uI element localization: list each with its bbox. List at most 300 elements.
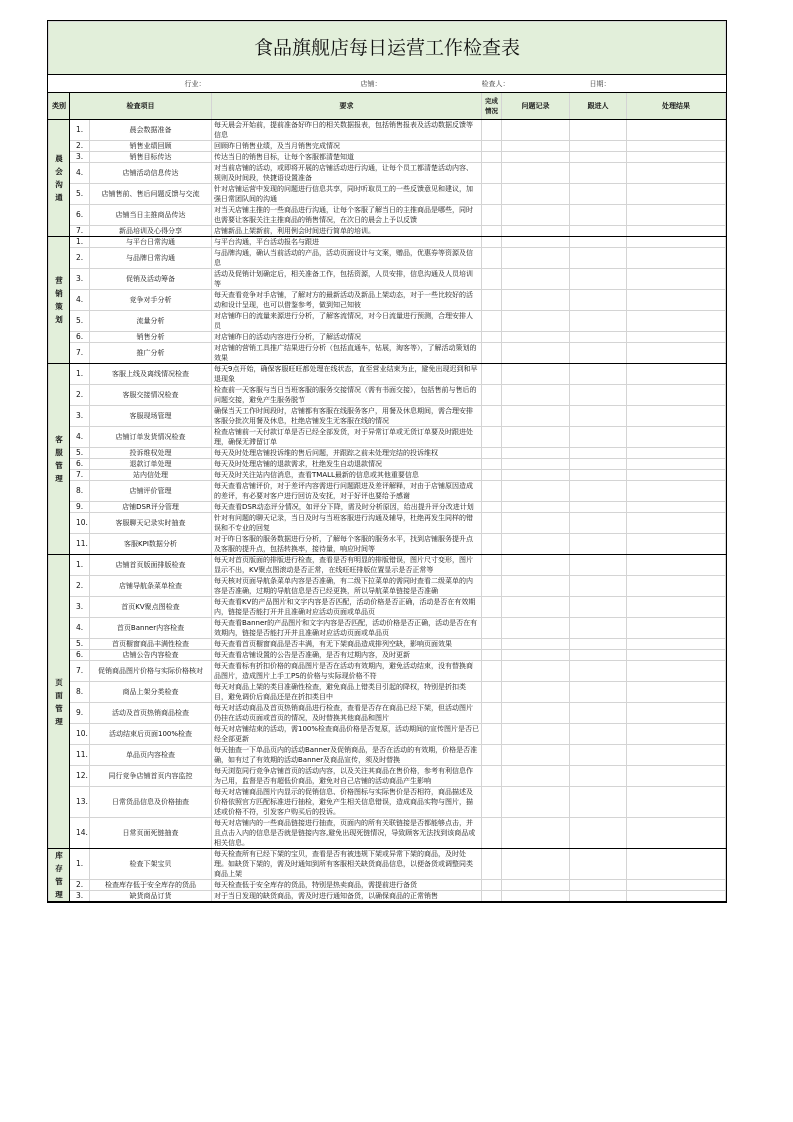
item-name: 活动结束后页面100%检查 [90,724,212,745]
header-result: 处理结果 [627,93,726,120]
result-cell[interactable] [627,534,726,555]
done-cell[interactable] [482,448,502,459]
issues-cell[interactable] [502,502,570,513]
follower-cell[interactable] [570,470,627,481]
follower-cell[interactable] [570,682,627,703]
follower-cell[interactable] [570,576,627,597]
done-cell[interactable] [482,891,502,902]
item-name: 流量分析 [90,311,212,332]
item-number: 4. [70,163,90,184]
item-number: 11. [70,745,90,766]
issues-cell[interactable] [502,343,570,364]
follower-cell[interactable] [570,237,627,248]
inspector-label[interactable]: 检查人： [482,75,570,93]
table-row [49,226,726,237]
issues-cell[interactable] [502,787,570,818]
category-label: 营销策划 [55,276,63,324]
result-cell[interactable] [627,818,726,849]
result-cell[interactable] [627,766,726,787]
item-name: 店铺售前、售后问题反馈与交流 [90,184,212,205]
issues-cell[interactable] [502,184,570,205]
issues-cell[interactable] [502,290,570,311]
follower-cell[interactable] [570,459,627,470]
result-cell[interactable] [627,470,726,481]
item-requirement: 每天抽查一下单品页内的活动Banner及促销商品，是否在活动的有效期，价格是否准确，如有过了有效期的活动Banner及商品宣传，须及时替换 [212,745,482,766]
result-cell[interactable] [627,880,726,891]
item-number: 9. [70,703,90,724]
item-name: 销售分析 [90,332,212,343]
done-cell[interactable] [482,290,502,311]
table-row [49,597,726,618]
issues-cell[interactable] [502,459,570,470]
follower-cell[interactable] [570,745,627,766]
table-row [49,205,726,226]
item-requirement: 每天查看首页橱窗商品是否丰满，有无下架商品造成排列空缺，影响页面效果 [212,639,482,650]
done-cell[interactable] [482,703,502,724]
issues-cell[interactable] [502,555,570,576]
item-number: 3. [70,269,90,290]
header-done: 完成情况 [482,93,502,120]
item-name: 缺货商品订货 [90,891,212,902]
done-cell[interactable] [482,184,502,205]
item-name: 与平台日常沟通 [90,237,212,248]
done-cell[interactable] [482,639,502,650]
table-row [49,290,726,311]
item-number: 8. [70,481,90,502]
done-cell[interactable] [482,226,502,237]
done-cell[interactable] [482,880,502,891]
follower-cell[interactable] [570,766,627,787]
follower-cell[interactable] [570,311,627,332]
table-row [49,849,726,880]
item-requirement: 每天及时关注站内信消息，查看TMALL最新的信息或其他重要信息 [212,470,482,481]
item-number: 6. [70,205,90,226]
done-cell[interactable] [482,120,502,141]
done-cell[interactable] [482,385,502,406]
done-cell[interactable] [482,141,502,152]
item-requirement: 每天及时处理店铺的退款需求，杜绝发生自动退款情况 [212,459,482,470]
result-cell[interactable] [627,576,726,597]
item-number: 14. [70,818,90,849]
result-cell[interactable] [627,184,726,205]
done-cell[interactable] [482,364,502,385]
result-cell[interactable] [627,269,726,290]
item-name: 单品页内容检查 [90,745,212,766]
follower-cell[interactable] [570,650,627,661]
follower-cell[interactable] [570,661,627,682]
item-requirement: 活动及促销计划确定后，相关准备工作，包括资源，人员安排，信息沟通及人员培训等 [212,269,482,290]
item-number: 1. [70,849,90,880]
done-cell[interactable] [482,427,502,448]
table-row [49,766,726,787]
table-row [49,427,726,448]
table-row [49,152,726,163]
result-cell[interactable] [627,502,726,513]
done-cell[interactable] [482,513,502,534]
follower-cell[interactable] [570,703,627,724]
follower-cell[interactable] [570,226,627,237]
item-requirement: 店铺新品上架新前，利用例会时间进行简单的培训。 [212,226,482,237]
result-cell[interactable] [627,152,726,163]
issues-cell[interactable] [502,163,570,184]
item-name: 活动及首页热销商品检查 [90,703,212,724]
done-cell[interactable] [482,248,502,269]
result-cell[interactable] [627,364,726,385]
industry-label[interactable]: 行业： [49,75,212,93]
follower-cell[interactable] [570,406,627,427]
issues-cell[interactable] [502,766,570,787]
done-cell[interactable] [482,470,502,481]
result-cell[interactable] [627,639,726,650]
item-requirement: 每天查看Banner的产品图片和文字内容是否匹配，活动价格是否正确，活动是否在有效期内，链接是否能打开并且准确对应活动页面或单品页 [212,618,482,639]
item-requirement: 对于昨日客服的服务数据进行分析，了解每个客服的服务水平，找到店铺服务提升点及客服的提升点，包括转换率，接待量，响应时间等 [212,534,482,555]
result-cell[interactable] [627,427,726,448]
follower-cell[interactable] [570,448,627,459]
table-row [49,406,726,427]
issues-cell[interactable] [502,724,570,745]
done-cell[interactable] [482,849,502,880]
follower-cell[interactable] [570,555,627,576]
item-name: 同行竞争店铺首页内容监控 [90,766,212,787]
item-requirement: 每天核对页面导航条菜单内容是否准确，有二级下拉菜单的需同时查看二级菜单的内容是否准确，过期的导航信息是否已经更换，所以导航菜单链接是否准确 [212,576,482,597]
follower-cell[interactable] [570,724,627,745]
done-cell[interactable] [482,682,502,703]
item-requirement: 每天对店铺结束的活动，需100%检查商品价格是否复原，活动期间的宣传图片是否已经全部更新 [212,724,482,745]
item-requirement: 每天浏览同行竞争店铺首页的活动内容，以及关注其商品在售价格，参考有利信息作为己用，监督是否有超低价商品，避免对自己店铺的活动商品产生影响 [212,766,482,787]
item-name: 检查库存低于安全库存的货品 [90,880,212,891]
result-cell[interactable] [627,459,726,470]
item-number: 10. [70,513,90,534]
result-cell[interactable] [627,481,726,502]
item-requirement: 每天对首页版面的排版进行检查，查看是否有明显的排版错误，图片尺寸变形，图片显示不出，KV聚点图滚动是否正常，在线旺旺排版位置显示是否正常等 [212,555,482,576]
issues-cell[interactable] [502,152,570,163]
item-name: 投诉维权处理 [90,448,212,459]
result-cell[interactable] [627,120,726,141]
table-row [49,618,726,639]
issues-cell[interactable] [502,650,570,661]
follower-cell[interactable] [570,163,627,184]
follower-cell[interactable] [570,205,627,226]
item-name: 客服上线及离线情况检查 [90,364,212,385]
issues-cell[interactable] [502,597,570,618]
issues-cell[interactable] [502,248,570,269]
issues-cell[interactable] [502,849,570,880]
follower-cell[interactable] [570,849,627,880]
issues-cell[interactable] [502,226,570,237]
done-cell[interactable] [482,787,502,818]
issues-cell[interactable] [502,311,570,332]
issues-cell[interactable] [502,745,570,766]
follower-cell[interactable] [570,152,627,163]
item-number: 1. [70,555,90,576]
item-name: 店铺当日主推商品传达 [90,205,212,226]
category-cell [49,849,70,902]
item-name: 首页橱窗商品丰满性检查 [90,639,212,650]
item-requirement: 对当前店铺的活动，或即将开展的店铺活动进行沟通，让每个员工都清楚活动内容、规则及时间段，快捷语设置准备 [212,163,482,184]
item-name: 日常货品信息及价格抽查 [90,787,212,818]
issues-cell[interactable] [502,880,570,891]
issues-cell[interactable] [502,120,570,141]
issues-cell[interactable] [502,481,570,502]
result-cell[interactable] [627,597,726,618]
item-requirement: 对于当日发现的缺货商品，需及时进行通知备货，以确保商品的正常销售 [212,891,482,902]
follower-cell[interactable] [570,332,627,343]
item-number: 8. [70,682,90,703]
issues-cell[interactable] [502,406,570,427]
item-number: 2. [70,141,90,152]
item-name: 与品牌日常沟通 [90,248,212,269]
issues-cell[interactable] [502,470,570,481]
done-cell[interactable] [482,818,502,849]
done-cell[interactable] [482,481,502,502]
table-row [49,703,726,724]
issues-cell[interactable] [502,534,570,555]
done-cell[interactable] [482,406,502,427]
result-cell[interactable] [627,311,726,332]
result-cell[interactable] [627,448,726,459]
table-row [49,184,726,205]
item-requirement: 每天及时处理店铺投诉维的售后问题，并跟踪之前未处理完结的投诉维权 [212,448,482,459]
result-cell[interactable] [627,650,726,661]
item-number: 4. [70,618,90,639]
item-number: 4. [70,427,90,448]
result-cell[interactable] [627,332,726,343]
table-row [49,481,726,502]
item-requirement: 每天对店铺商品图片内显示的促销信息、价格图标与实际售价是否相符，商品描述及价格依照官方匹配标准进行抽检，避免产生相关信息错误，造成商品实物与图片，描述或价格不符，引发客户购买后的投诉。 [212,787,482,818]
issues-cell[interactable] [502,332,570,343]
item-requirement: 每天查看KV的产品图片和文字内容是否匹配，活动价格是否正确，活动是否在有效期内，链接是否能打开并且准确对应活动页面或单品页 [212,597,482,618]
follower-cell[interactable] [570,248,627,269]
follower-cell[interactable] [570,891,627,902]
table-row [49,120,726,141]
done-cell[interactable] [482,311,502,332]
item-requirement: 每天查看DSR动态评分情况，如评分下降，需及时分析原因，给出提升评分改进计划 [212,502,482,513]
item-requirement: 针对有问题的聊天记录，当日及时与当班客服进行沟通及辅导，杜绝再发生同样的错误和不专业的回复 [212,513,482,534]
issues-cell[interactable] [502,682,570,703]
done-cell[interactable] [482,745,502,766]
item-number: 6. [70,459,90,470]
result-cell[interactable] [627,248,726,269]
follower-cell[interactable] [570,385,627,406]
follower-cell[interactable] [570,534,627,555]
done-cell[interactable] [482,650,502,661]
header-issues: 问题记录 [502,93,570,120]
done-cell[interactable] [482,502,502,513]
issues-cell[interactable] [502,618,570,639]
result-cell[interactable] [627,787,726,818]
item-requirement: 与平台沟通，平台活动报名与跟进 [212,237,482,248]
result-cell[interactable] [627,163,726,184]
category-cell [49,555,70,849]
follower-cell[interactable] [570,880,627,891]
item-number: 5. [70,311,90,332]
issues-cell[interactable] [502,891,570,902]
table-row [49,364,726,385]
item-name: 客服KPI数据分析 [90,534,212,555]
issues-cell[interactable] [502,205,570,226]
result-cell[interactable] [627,661,726,682]
result-cell[interactable] [627,703,726,724]
follower-cell[interactable] [570,120,627,141]
issues-cell[interactable] [502,448,570,459]
date-label[interactable]: 日期： [570,75,726,93]
done-cell[interactable] [482,724,502,745]
done-cell[interactable] [482,661,502,682]
result-cell[interactable] [627,724,726,745]
item-number: 5. [70,184,90,205]
issues-cell[interactable] [502,703,570,724]
item-requirement: 每天查看店铺评价，对于差评内容需进行问题跟进及差评解释，对由于店铺原因造成的差评，有必要对客户进行回访及安抚，对于好评也要给予感谢 [212,481,482,502]
table-row [49,513,726,534]
issues-cell[interactable] [502,576,570,597]
done-cell[interactable] [482,332,502,343]
follower-cell[interactable] [570,290,627,311]
issues-cell[interactable] [502,513,570,534]
header-item: 检查项目 [70,93,212,120]
done-cell[interactable] [482,152,502,163]
done-cell[interactable] [482,343,502,364]
issues-cell[interactable] [502,818,570,849]
page-title: 食品旗舰店每日运营工作检查表 [49,22,726,75]
item-number: 2. [70,576,90,597]
result-cell[interactable] [627,891,726,902]
issues-cell[interactable] [502,427,570,448]
done-cell[interactable] [482,269,502,290]
follower-cell[interactable] [570,343,627,364]
category-label: 晨会沟通 [55,154,63,202]
item-number: 10. [70,724,90,745]
done-cell[interactable] [482,576,502,597]
table-row [49,459,726,470]
item-number: 11. [70,534,90,555]
table-row [49,745,726,766]
item-name: 客服现场管理 [90,406,212,427]
issues-cell[interactable] [502,141,570,152]
result-cell[interactable] [627,141,726,152]
item-name: 晨会数据准备 [90,120,212,141]
follower-cell[interactable] [570,618,627,639]
result-cell[interactable] [627,406,726,427]
follower-cell[interactable] [570,818,627,849]
item-number: 9. [70,502,90,513]
item-name: 客服聊天记录实时抽查 [90,513,212,534]
result-cell[interactable] [627,682,726,703]
result-cell[interactable] [627,205,726,226]
item-name: 竞争对手分析 [90,290,212,311]
item-requirement: 每天对商品上架的类目准确性检查，避免商品上错类目引起的降权，特别是折扣类目，避免调价后商品还是在折扣类目中 [212,682,482,703]
follower-cell[interactable] [570,513,627,534]
issues-cell[interactable] [502,269,570,290]
store-label[interactable]: 店铺： [212,75,482,93]
item-requirement: 检查店铺前一天付款订单是否已经全部发货，对于异常订单或无货订单要及时跟进处理，确保无滞留订单 [212,427,482,448]
category-label: 客服管理 [55,435,63,483]
done-cell[interactable] [482,205,502,226]
table-row [49,891,726,902]
issues-cell[interactable] [502,661,570,682]
item-name: 检查下架宝贝 [90,849,212,880]
item-number: 4. [70,290,90,311]
follower-cell[interactable] [570,597,627,618]
done-cell[interactable] [482,597,502,618]
result-cell[interactable] [627,385,726,406]
table-header [49,93,726,120]
follower-cell[interactable] [570,427,627,448]
item-number: 7. [70,470,90,481]
item-requirement: 回顾昨日销售业绩，及当月销售完成情况 [212,141,482,152]
item-number: 3. [70,406,90,427]
result-cell[interactable] [627,226,726,237]
follower-cell[interactable] [570,481,627,502]
done-cell[interactable] [482,555,502,576]
item-number: 5. [70,639,90,650]
item-name: 店铺订单发货情况检查 [90,427,212,448]
item-name: 促销商品图片价格与实际价格核对 [90,661,212,682]
category-cell [49,237,70,364]
table-row [49,141,726,152]
item-requirement: 对店铺的营销工具推广结果进行分析（包括直通车，钻展，淘客等），了解活动策划的效果 [212,343,482,364]
follower-cell[interactable] [570,502,627,513]
issues-cell[interactable] [502,364,570,385]
item-name: 店铺导航条菜单检查 [90,576,212,597]
follower-cell[interactable] [570,269,627,290]
follower-cell[interactable] [570,184,627,205]
item-name: 首页KV聚点图检查 [90,597,212,618]
result-cell[interactable] [627,343,726,364]
done-cell[interactable] [482,534,502,555]
follower-cell[interactable] [570,787,627,818]
done-cell[interactable] [482,459,502,470]
table-row [49,248,726,269]
issues-cell[interactable] [502,385,570,406]
table-row [49,661,726,682]
follower-cell[interactable] [570,364,627,385]
table-row [49,555,726,576]
table-row [49,448,726,459]
result-cell[interactable] [627,745,726,766]
issues-cell[interactable] [502,237,570,248]
item-name: 店铺公告内容检查 [90,650,212,661]
table-row [49,163,726,184]
table-row [49,534,726,555]
item-requirement: 每天晨会开始前，提前准备好昨日的相关数据报表，包括销售报表及活动数据反馈等信息 [212,120,482,141]
result-cell[interactable] [627,618,726,639]
inspection-sheet [47,20,727,903]
done-cell[interactable] [482,163,502,184]
done-cell[interactable] [482,237,502,248]
category-cell [49,364,70,555]
item-requirement: 与品牌沟通，确认当前活动的产品，活动页面设计与文案，赠品，优惠券等资源及信息 [212,248,482,269]
table-row [49,787,726,818]
done-cell[interactable] [482,618,502,639]
result-cell[interactable] [627,513,726,534]
item-number: 6. [70,650,90,661]
follower-cell[interactable] [570,141,627,152]
item-requirement: 确保当天工作时间段时，店铺都有客服在线服务客户，用餐及休息期间，需合理安排客服分批次用餐及休息，杜绝店铺发生无客服在线的情况 [212,406,482,427]
result-cell[interactable] [627,237,726,248]
item-requirement: 传达当日的销售目标，让每个客服都清楚知道 [212,152,482,163]
result-cell[interactable] [627,555,726,576]
item-name: 店铺活动信息传达 [90,163,212,184]
item-requirement: 对店铺昨日的活动内容进行分析，了解活动情况 [212,332,482,343]
item-number: 3. [70,152,90,163]
table-row [49,332,726,343]
result-cell[interactable] [627,290,726,311]
done-cell[interactable] [482,766,502,787]
follower-cell[interactable] [570,639,627,650]
issues-cell[interactable] [502,639,570,650]
result-cell[interactable] [627,849,726,880]
category-label: 库存管理 [55,851,63,899]
